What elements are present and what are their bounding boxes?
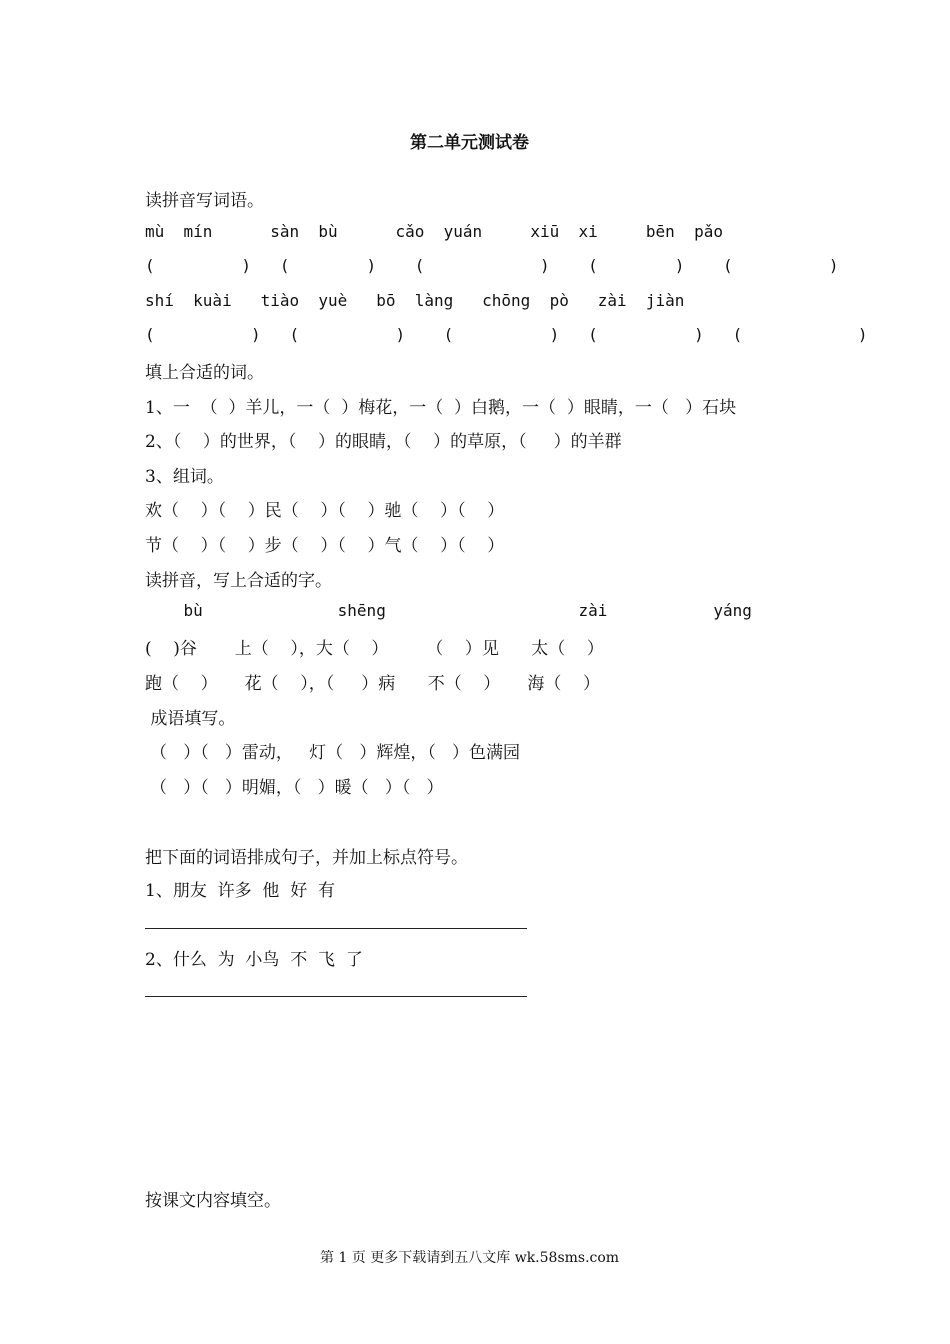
section-heading-pinyin-words: 读拼音写词语。 <box>145 191 264 211</box>
answer-line-1 <box>145 928 527 929</box>
section-heading-text-fill: 按课文内容填空。 <box>145 1191 281 1211</box>
sentence-question-1: 1、朋友 许多 他 好 有 <box>145 881 336 901</box>
answer-brackets-row-2: ( ) ( ) ( ) ( ) ( ) <box>145 325 868 344</box>
pinyin-hint-row: bù shēng zài yáng <box>145 601 752 620</box>
page-title: 第二单元测试卷 <box>410 133 529 153</box>
section-heading-sentences: 把下面的词语排成句子，并加上标点符号。 <box>145 848 468 868</box>
question-adjectives: 2、（ ）的世界，（ ）的眼睛，（ ）的草原，（ ）的羊群 <box>145 432 622 452</box>
idiom-row-1: （ ）（ ）雷动， 灯（ ）辉煌，（ ）色满园 <box>150 743 521 763</box>
section-heading-pinyin-characters: 读拼音，写上合适的字。 <box>145 571 332 591</box>
character-fill-row-2: 跑（ ） 花（ ），（ ）病 不（ ） 海（ ） <box>145 674 600 694</box>
section-heading-fill-words: 填上合适的词。 <box>145 363 264 383</box>
answer-line-2 <box>145 996 527 997</box>
section-heading-idioms: 成语填写。 <box>145 709 236 729</box>
character-fill-row-1: ( )谷 上（ ），大（ ） （ ）见 太（ ） <box>145 639 604 659</box>
answer-brackets-row-1: ( ) ( ) ( ) ( ) ( ) <box>145 256 839 275</box>
question-word-groups-heading: 3、组词。 <box>145 467 224 487</box>
question-measure-words: 1、一 （ ）羊儿，一（ ）梅花，一（ ）白鹅，一（ ）眼睛，一（ ）石块 <box>145 398 737 418</box>
idiom-row-2: （ ）（ ）明媚，（ ）暖（ ）（ ） <box>150 778 444 798</box>
word-group-row-2: 节（ ）（ ）步（ ）（ ）气（ ）（ ） <box>145 536 505 556</box>
word-group-row-1: 欢（ ）（ ）民（ ）（ ）驰（ ）（ ） <box>145 501 505 521</box>
pinyin-row-2: shí kuài tiào yuè bō làng chōng pò zài jiàn <box>145 291 685 310</box>
sentence-question-2: 2、什么 为 小鸟 不 飞 了 <box>145 950 363 970</box>
pinyin-row-1: mù mín sàn bù cǎo yuán xiū xi bēn pǎo <box>145 222 723 241</box>
page-footer: 第 1 页 更多下载请到五八文库 wk.58sms.com <box>320 1250 620 1266</box>
